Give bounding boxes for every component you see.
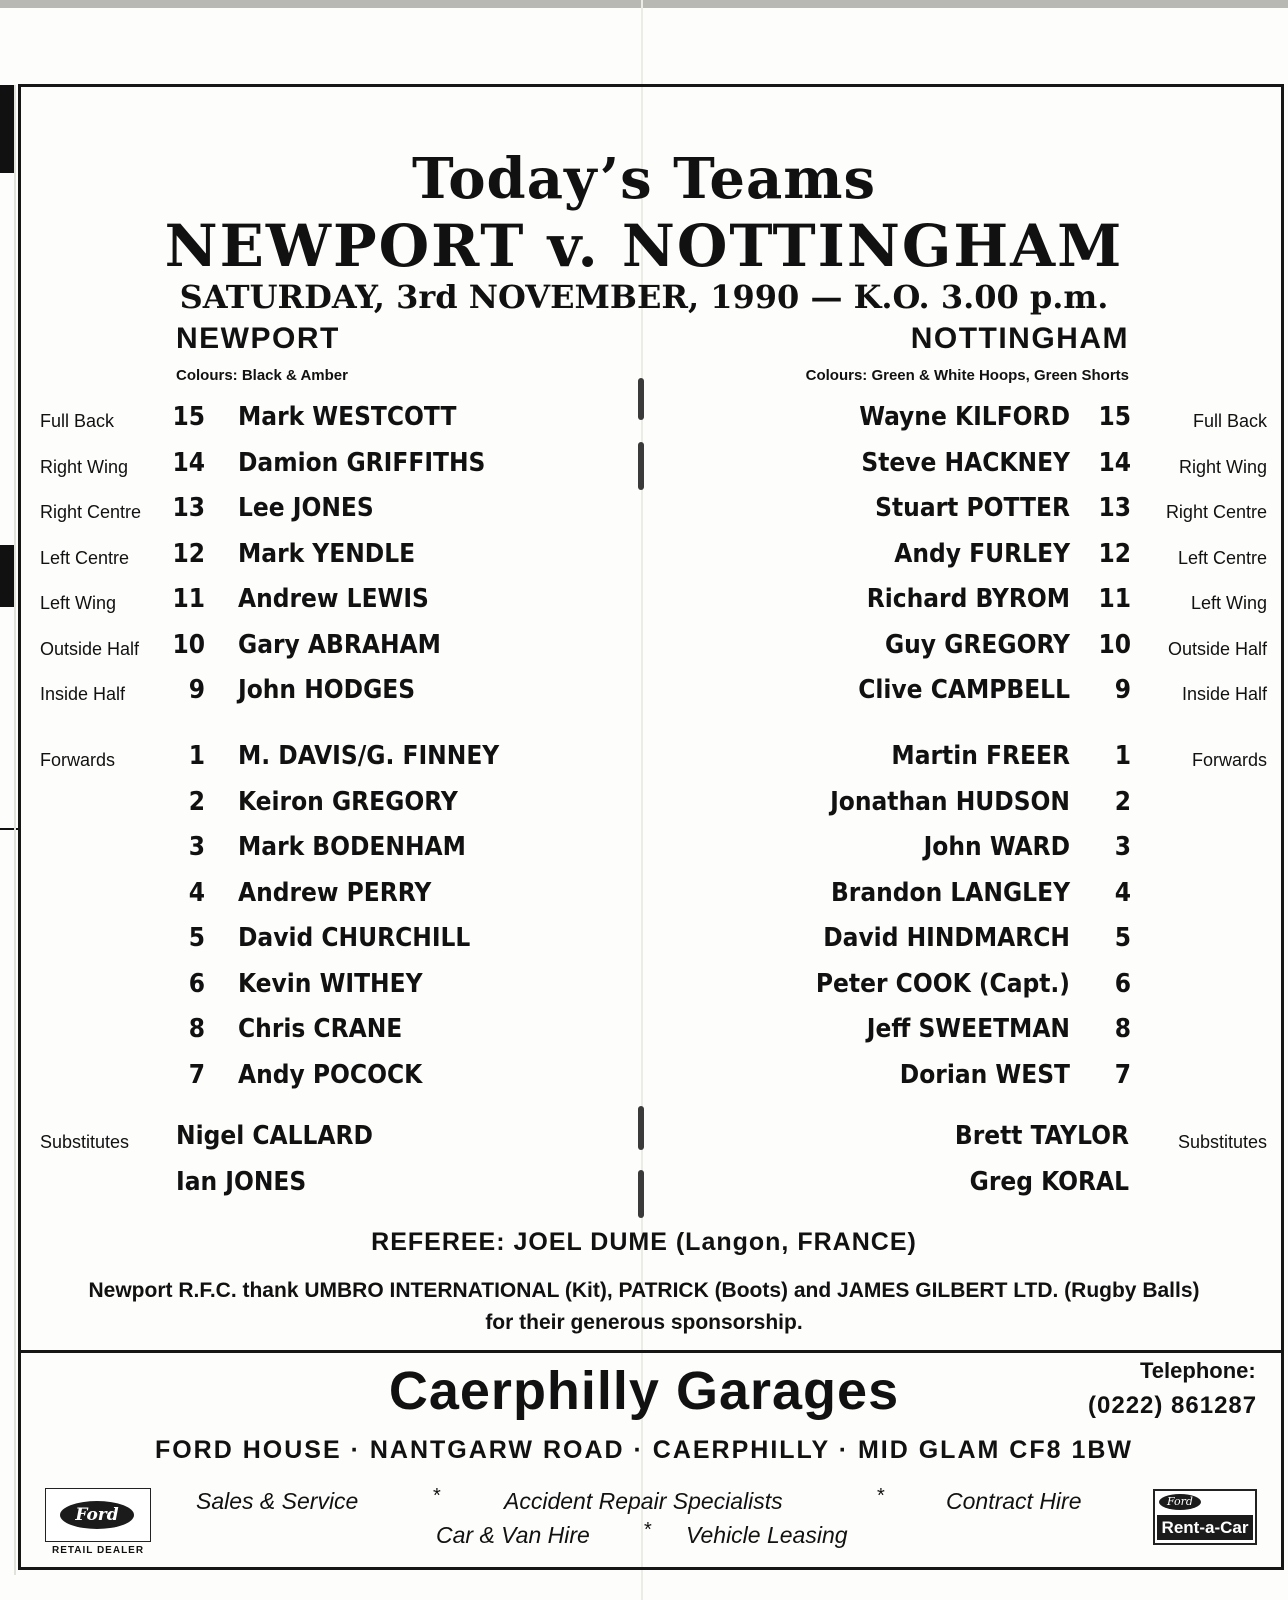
- away-player-number: 8: [1114, 1014, 1131, 1044]
- away-position-label: Forwards: [1191, 750, 1267, 770]
- away-player-number: 5: [1114, 923, 1131, 953]
- away-position-label: Right Wing: [1178, 457, 1267, 477]
- away-team-name: NOTTINGHAM: [910, 322, 1129, 355]
- telephone-number: (0222) 861287: [1088, 1392, 1258, 1419]
- away-player-name: Brandon LANGLEY: [830, 878, 1070, 908]
- away-player-number: 6: [1114, 969, 1131, 999]
- home-player-number: 6: [188, 969, 205, 999]
- home-player-number: 3: [188, 832, 205, 862]
- home-player-number: 7: [188, 1060, 205, 1090]
- away-player-number: 3: [1114, 832, 1131, 862]
- home-player-name: Mark YENDLE: [238, 539, 416, 569]
- home-player-name: M. DAVIS/G. FINNEY: [238, 741, 500, 771]
- away-player-name: David HINDMARCH: [823, 923, 1070, 953]
- away-player-name: Martin FREER: [891, 741, 1070, 771]
- home-substitutes-label: Substitutes: [40, 1132, 130, 1152]
- sponsor-thanks-line: Newport R.F.C. thank UMBRO INTERNATIONAL (Kit), PATRICK (Boots) and JAMES GILBERT LTD. (Rugby Balls): [88, 1279, 1200, 1302]
- service-item: Vehicle Leasing: [686, 1522, 848, 1548]
- staple: [638, 1170, 644, 1218]
- away-substitute: Brett TAYLOR: [954, 1121, 1129, 1151]
- home-player-number: 4: [188, 878, 205, 908]
- away-substitutes-label: Substitutes: [1177, 1132, 1267, 1152]
- away-player-number: 4: [1114, 878, 1131, 908]
- separator-star: *: [877, 1485, 885, 1507]
- top-edge: [0, 0, 1288, 8]
- telephone-label: Telephone:: [1140, 1358, 1256, 1383]
- advert-divider: [18, 1350, 1284, 1353]
- home-player-name: Mark WESTCOTT: [238, 402, 457, 432]
- home-position-label: Left Wing: [40, 593, 117, 613]
- away-player-number: 10: [1098, 630, 1131, 660]
- staple: [638, 378, 644, 420]
- separator-star: *: [644, 1519, 652, 1541]
- home-player-number: 1: [188, 741, 205, 771]
- referee: REFEREE: JOEL DUME (Langon, FRANCE): [371, 1228, 917, 1256]
- away-player-number: 9: [1114, 675, 1131, 705]
- away-player-name: Clive CAMPBELL: [858, 675, 1070, 705]
- home-team-name: NEWPORT: [176, 322, 340, 355]
- advert-address: FORD HOUSE · NANTGARW ROAD · CAERPHILLY · MID GLAM CF8 1BW: [154, 1436, 1134, 1464]
- home-player-name: Chris CRANE: [238, 1014, 403, 1044]
- home-player-name: Andy POCOCK: [238, 1060, 423, 1090]
- away-player-name: Steve HACKNEY: [861, 448, 1070, 478]
- home-player-name: David CHURCHILL: [238, 923, 471, 953]
- away-position-label: Outside Half: [1167, 639, 1267, 659]
- home-player-name: John HODGES: [238, 675, 416, 705]
- sponsor-thanks: [0, 1275, 1288, 1339]
- away-player-number: 12: [1098, 539, 1131, 569]
- home-substitute: Ian JONES: [176, 1167, 307, 1197]
- away-position-label: Right Centre: [1165, 502, 1267, 522]
- home-position-label: Right Centre: [40, 502, 142, 522]
- home-player-number: 9: [188, 675, 205, 705]
- home-player-number: 10: [172, 630, 205, 660]
- home-substitute: Nigel CALLARD: [176, 1121, 373, 1151]
- away-colours: Colours: Green & White Hoops, Green Shorts: [805, 367, 1129, 384]
- service-item: Accident Repair Specialists: [504, 1488, 783, 1514]
- away-position-label: Full Back: [1192, 411, 1267, 431]
- home-position-label: Inside Half: [40, 684, 126, 704]
- service-item: Contract Hire: [946, 1488, 1082, 1514]
- away-player-name: John WARD: [923, 832, 1070, 862]
- home-colours: Colours: Black & Amber: [176, 367, 348, 384]
- away-player-name: Jeff SWEETMAN: [866, 1014, 1070, 1044]
- retail-dealer-label: RETAIL DEALER: [52, 1545, 145, 1556]
- away-player-number: 15: [1098, 402, 1131, 432]
- home-player-name: Andrew LEWIS: [238, 584, 429, 614]
- ford-logo: [45, 1488, 151, 1542]
- sponsor-thanks-line: for their generous sponsorship.: [485, 1311, 803, 1334]
- home-player-name: Mark BODENHAM: [238, 832, 466, 862]
- away-player-number: 1: [1114, 741, 1131, 771]
- ford-oval-icon: Ford: [1159, 1494, 1201, 1510]
- home-player-name: Keiron GREGORY: [238, 787, 458, 817]
- away-player-name: Wayne KILFORD: [859, 402, 1070, 432]
- rent-a-car-label: Rent-a-Car: [1157, 1515, 1253, 1540]
- home-player-number: 15: [172, 402, 205, 432]
- home-position-label: Right Wing: [40, 457, 129, 477]
- home-position-label: Full Back: [40, 411, 115, 431]
- home-position-label: Outside Half: [40, 639, 140, 659]
- away-position-label: Inside Half: [1181, 684, 1267, 704]
- home-position-label: Forwards: [40, 750, 116, 770]
- home-player-number: 14: [172, 448, 205, 478]
- page-title: Today’s Teams: [411, 146, 877, 212]
- home-player-number: 13: [172, 493, 205, 523]
- away-substitute: Greg KORAL: [969, 1167, 1129, 1197]
- home-player-number: 2: [188, 787, 205, 817]
- away-position-label: Left Wing: [1190, 593, 1267, 613]
- away-player-number: 11: [1098, 584, 1131, 614]
- staple: [638, 1106, 644, 1150]
- home-player-name: Kevin WITHEY: [238, 969, 423, 999]
- away-player-name: Guy GREGORY: [884, 630, 1070, 660]
- away-player-name: Andy FURLEY: [894, 539, 1070, 569]
- home-player-number: 12: [172, 539, 205, 569]
- home-player-name: Andrew PERRY: [238, 878, 432, 908]
- home-player-name: Gary ABRAHAM: [238, 630, 441, 660]
- advert-title: Caerphilly Garages: [388, 1361, 900, 1421]
- home-player-name: Lee JONES: [238, 493, 374, 523]
- away-player-number: 13: [1098, 493, 1131, 523]
- away-player-number: 7: [1114, 1060, 1131, 1090]
- rent-a-car-logo: [1153, 1489, 1257, 1545]
- home-position-label: Left Centre: [40, 548, 130, 568]
- service-item: Car & Van Hire: [436, 1522, 590, 1548]
- left-edge-mark: [0, 545, 14, 607]
- staple: [638, 442, 644, 490]
- separator-star: *: [433, 1485, 441, 1507]
- home-player-number: 11: [172, 584, 205, 614]
- home-player-number: 8: [188, 1014, 205, 1044]
- home-player-number: 5: [188, 923, 205, 953]
- away-player-name: Richard BYROM: [866, 584, 1070, 614]
- away-player-number: 2: [1114, 787, 1131, 817]
- away-player-number: 14: [1098, 448, 1131, 478]
- match-heading: NEWPORT v. NOTTINGHAM: [164, 212, 1124, 280]
- away-player-name: Jonathan HUDSON: [830, 787, 1070, 817]
- away-position-label: Left Centre: [1177, 548, 1267, 568]
- home-player-name: Damion GRIFFITHS: [238, 448, 486, 478]
- ford-oval-icon: Ford: [60, 1501, 134, 1529]
- service-item: Sales & Service: [196, 1488, 359, 1514]
- away-player-name: Peter COOK (Capt.): [815, 969, 1070, 999]
- match-date: SATURDAY, 3rd NOVEMBER, 1990 — K.O. 3.00 p.m.: [179, 278, 1109, 316]
- away-player-name: Stuart POTTER: [875, 493, 1070, 523]
- away-player-name: Dorian WEST: [899, 1060, 1070, 1090]
